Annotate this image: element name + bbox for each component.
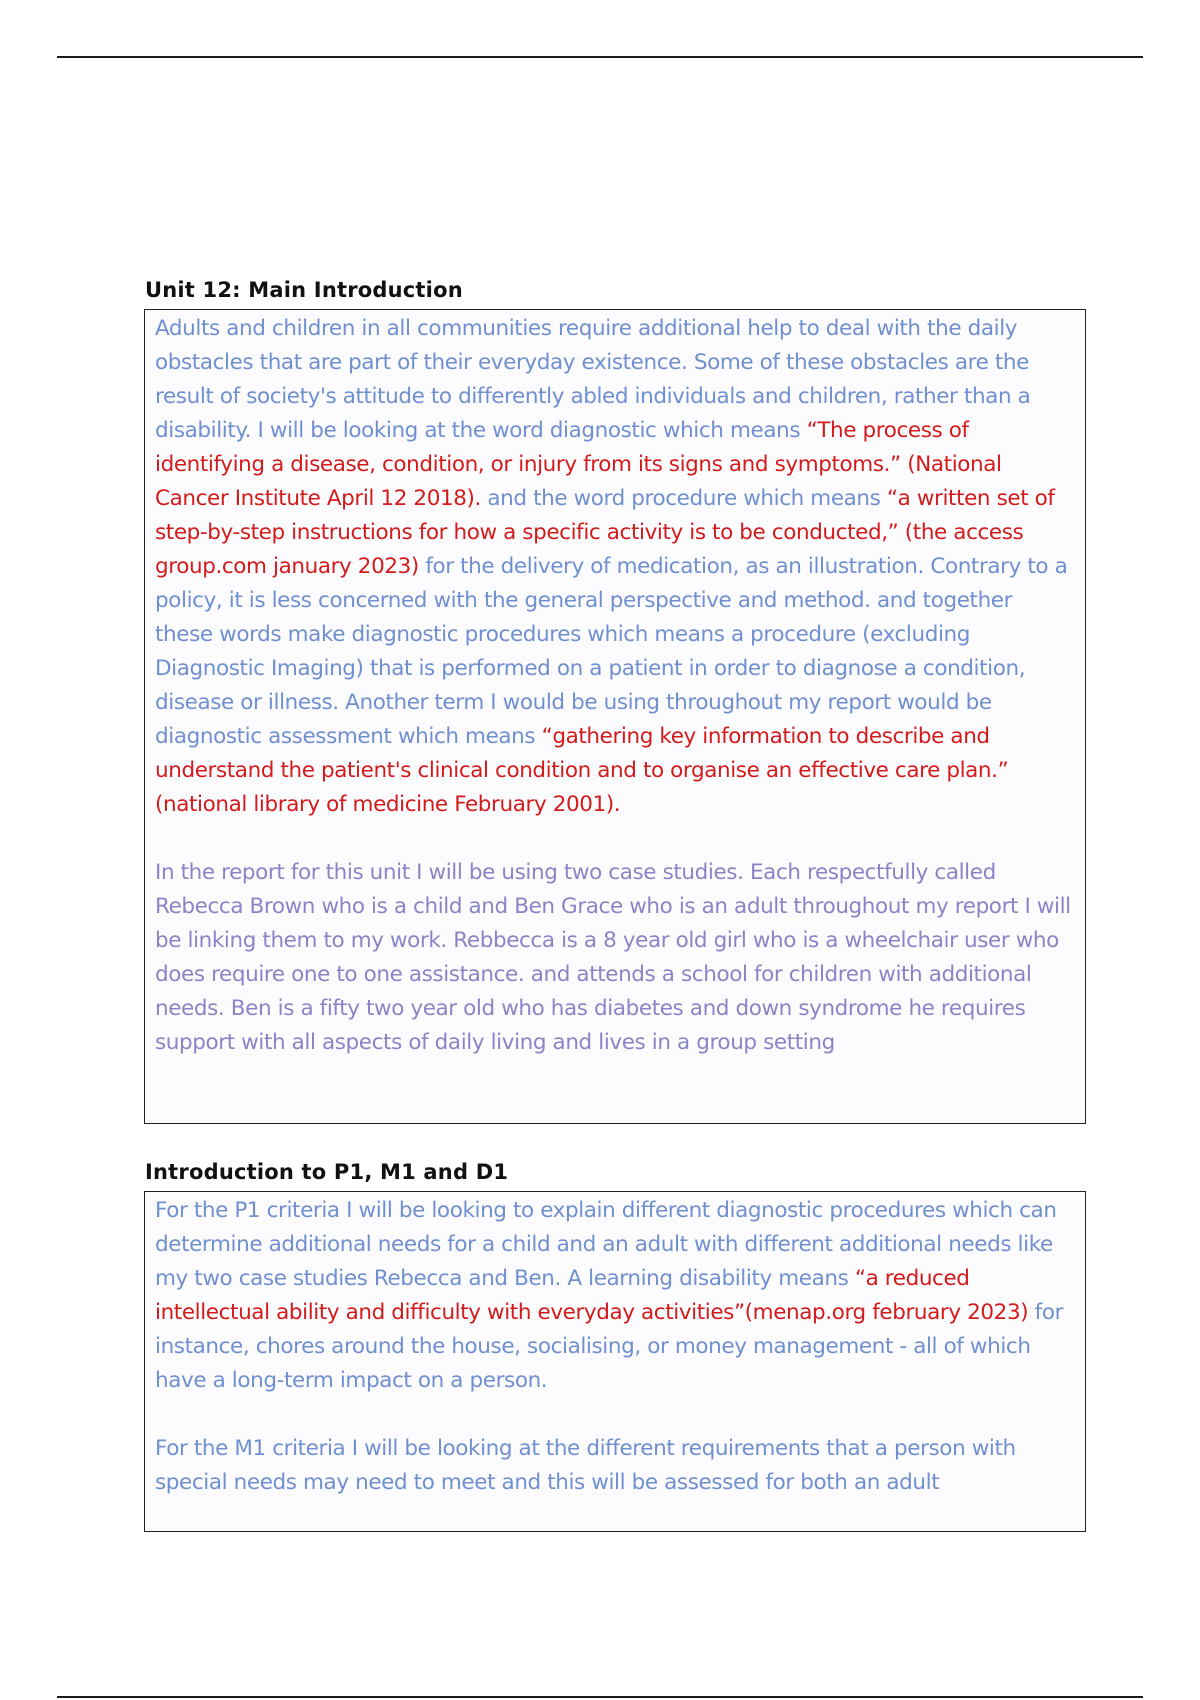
section-heading-p1-m1-d1: Introduction to P1, M1 and D1 [145,1160,509,1184]
intro-text-2: and the word procedure which means [480,486,887,511]
intro-text-1: Adults and children in all communities require additional help to deal with the daily obstacles that are part of their everyday existence. Some of these obstacles are the result of society's attitude to differently abled individuals and children, rather than a disability. I will be looking at the word diagnostic which means [155,316,1031,443]
section-heading-main-introduction: Unit 12: Main Introduction [145,278,463,302]
p1-m1-d1-box [144,1191,1086,1532]
p1-text-2: for instance, chores around the house, socialising, or money management - all of which have a long-term impact on a person. [155,1300,1064,1393]
intro-paragraph [155,312,1075,822]
p1-paragraph [155,1194,1075,1398]
quote-diagnostic-assessment: “gathering key information to describe and understand the patient's clinical condition and to organise an effective care plan.” (national library of medicine February 2001). [155,724,1009,817]
main-introduction-box [144,309,1086,1124]
quote-diagnostic: “The process of identifying a disease, condition, or injury from its signs and symptoms.” (National Cancer Institute April 12 2018). [155,418,1002,511]
quote-learning-disability: “a reduced intellectual ability and difficulty with everyday activities”(menap.org february 2023) [155,1266,1029,1325]
intro-text-3: for the delivery of medication, as an illustration. Contrary to a policy, it is less concerned with the general perspective and method. and together these words make diagnostic procedures which means a procedure (excluding Diagnostic Imaging) that is performed on a patient in order to diagnose a condition, disease or illness. Another term I would be using throughout my report would be diagnostic assessment which means [155,554,1068,749]
quote-procedure: “a written set of step-by-step instructions for how a specific activity is to be conducted,” (the access group.com january 2023) [155,486,1055,579]
top-rule [57,56,1143,58]
p1-text-1: For the P1 criteria I will be looking to explain different diagnostic procedures which can determine additional needs for a child and an adult with different additional needs like my two case studies Rebecca and Ben. A learning disability means [155,1198,1057,1291]
bottom-rule [57,1696,1143,1698]
m1-paragraph: For the M1 criteria I will be looking at the different requirements that a person with special needs may need to meet and this will be assessed for both an adult [155,1436,1016,1495]
case-studies-paragraph: In the report for this unit I will be using two case studies. Each respectfully called Rebecca Brown who is a child and Ben Grace who is an adult throughout my report I will be linking them to my work. Rebbecca is a 8 year old girl who is a wheelchair user who does require one to one assistance. and attends a school for children with additional needs. Ben is a fifty two year old who has diabetes and down syndrome he requires support with all aspects of daily living and lives in a group setting [155,860,1071,1055]
